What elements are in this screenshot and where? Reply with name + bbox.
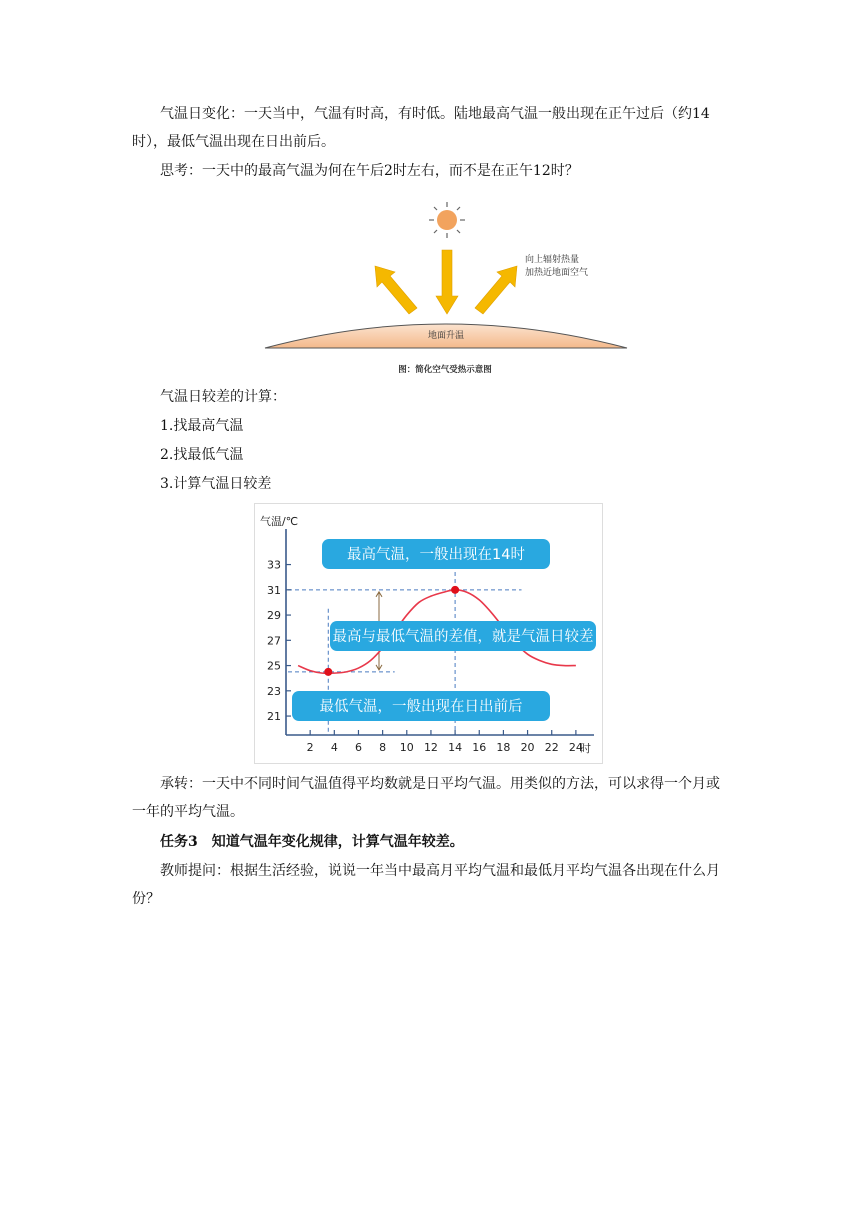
figure1-caption: 图：简化空气受热示意图 <box>398 365 492 375</box>
x-tick-label: 8 <box>379 741 387 754</box>
up-right-arrow-icon <box>475 266 517 314</box>
x-tick-label: 20 <box>520 741 535 754</box>
daily-temperature-chart <box>254 503 604 765</box>
x-tick-label: 24 <box>568 741 583 754</box>
x-axis-label: 时 <box>580 742 591 755</box>
max-temp-point <box>451 586 459 594</box>
y-axis-label: 气温/℃ <box>260 515 299 528</box>
max-annotation-text: 最高气温，一般出现在14时 <box>347 547 525 563</box>
diff-annotation-text: 最高与最低气温的差值，就是气温日较差 <box>332 629 594 645</box>
min-annotation-text: 最低气温，一般出现在日出前后 <box>319 699 523 715</box>
step-1: 1.找最高气温 <box>160 418 244 434</box>
step-3: 3.计算气温日较差 <box>160 476 272 492</box>
radiation-label-1: 向上辐射热量 <box>525 255 580 265</box>
y-tick-label: 23 <box>267 684 281 698</box>
y-tick-label: 29 <box>267 609 281 623</box>
task-3-heading: 任务3 知道气温年变化规律，计算气温年较差。 <box>160 834 464 850</box>
x-tick-label: 16 <box>472 741 487 754</box>
x-tick-label: 18 <box>496 741 511 754</box>
up-left-arrow-icon <box>375 266 417 314</box>
paragraph-calc-title: 气温日较差的计算： <box>160 389 286 405</box>
y-tick-label: 33 <box>267 558 281 572</box>
x-tick-label: 6 <box>354 741 362 754</box>
sun-icon <box>429 202 465 238</box>
x-tick-label: 4 <box>330 741 338 754</box>
min-temp-point <box>324 668 332 676</box>
paragraph-daily-change: 气温日变化：一天当中，气温有时高，有时低。陆地最高气温一般出现在正午过后（约14时），最低气温出现在日出前后。 <box>132 106 710 150</box>
radiation-label-2: 加热近地面空气 <box>525 268 589 278</box>
ground-label: 地面升温 <box>427 331 465 341</box>
x-tick-label: 14 <box>448 741 463 754</box>
y-tick-label: 21 <box>267 710 281 724</box>
y-tick-label: 31 <box>267 583 281 597</box>
x-tick-label: 10 <box>399 741 414 754</box>
paragraph-think: 思考：一天中的最高气温为何在午后2时左右，而不是在正午12时？ <box>160 163 579 179</box>
paragraph-teacher-question: 教师提问：根据生活经验，说说一年当中最高月平均气温和最低月平均气温各出现在什么月份？ <box>132 863 720 907</box>
y-tick-label: 27 <box>267 634 281 648</box>
paragraph-transition: 承转：一天中不同时间气温值得平均数就是日平均气温。用类似的方法，可以求得一个月或一年的平均气温。 <box>132 776 720 820</box>
x-tick-label: 22 <box>544 741 559 754</box>
down-arrow-icon <box>436 250 458 314</box>
air-heating-diagram <box>255 198 635 380</box>
x-tick-label: 12 <box>423 741 438 754</box>
step-2: 2.找最低气温 <box>160 447 244 463</box>
x-tick-label: 2 <box>306 741 314 754</box>
y-tick-label: 25 <box>267 659 281 673</box>
